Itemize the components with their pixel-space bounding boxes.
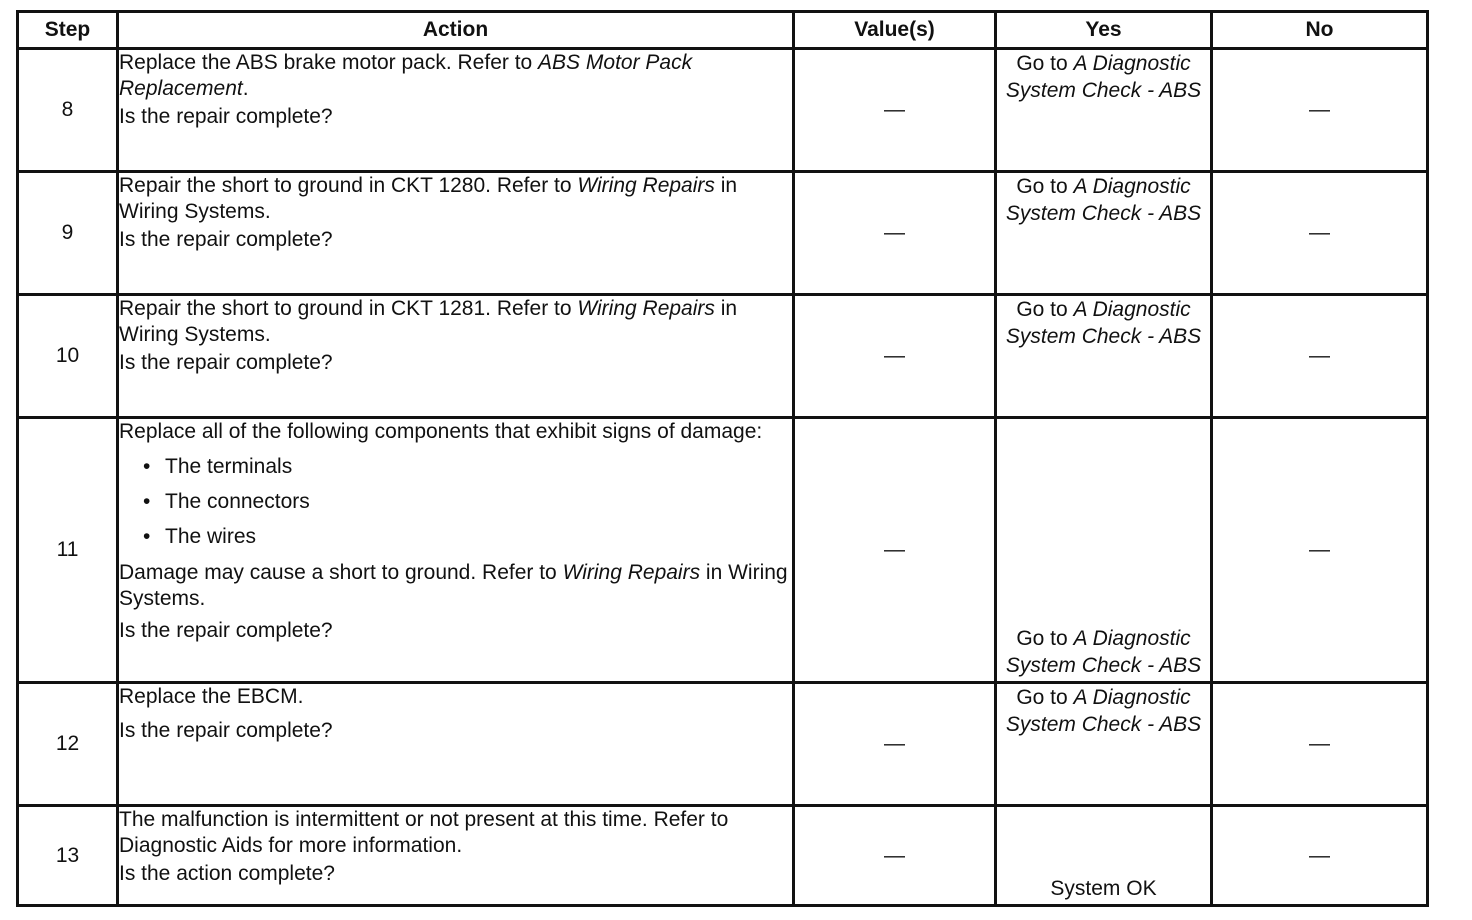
action-question: Is the repair complete? (119, 719, 333, 742)
no-cell: — (1212, 806, 1428, 906)
action-question: Is the repair complete? (119, 105, 333, 128)
yes-cell (996, 418, 1212, 683)
list-item: • The connectors (119, 484, 792, 519)
table-row (18, 172, 1428, 295)
no-cell: — (1212, 418, 1428, 683)
header-no: No (1212, 12, 1428, 49)
yes-reference: A Diagnostic System Check - ABS (1005, 52, 1202, 102)
action-cell (118, 49, 794, 172)
header-action: Action (118, 12, 794, 49)
table-header-row (18, 12, 1428, 49)
diagnostic-steps-table (16, 10, 1429, 907)
yes-goto: Go to A Diagnostic System Check - ABS (1005, 627, 1202, 677)
diagnostic-table-sheet (16, 10, 1429, 907)
action-cell (118, 683, 794, 806)
no-cell: — (1212, 49, 1428, 172)
step-number: 9 (18, 172, 118, 295)
yes-reference: A Diagnostic System Check - ABS (1005, 298, 1202, 348)
action-instruction: Repair the short to ground in CKT 1280. Refer to Wiring Repairs in Wiring Systems. (119, 174, 738, 223)
table-row (18, 418, 1428, 683)
step-number: 13 (18, 806, 118, 906)
action-cell (118, 418, 794, 683)
list-item: • The terminals (119, 449, 792, 484)
yes-reference: A Diagnostic System Check - ABS (1005, 686, 1202, 736)
table-row (18, 683, 1428, 806)
header-yes: Yes (996, 12, 1212, 49)
yes-goto: Go to A Diagnostic System Check - ABS (1005, 686, 1202, 736)
header-values: Value(s) (794, 12, 996, 49)
action-question: Is the repair complete? (119, 228, 333, 251)
action-instruction: Replace the EBCM. (119, 685, 304, 708)
step-number: 8 (18, 49, 118, 172)
yes-cell (996, 295, 1212, 418)
yes-cell (996, 683, 1212, 806)
yes-goto: Go to A Diagnostic System Check - ABS (1005, 298, 1202, 348)
action-question: Is the repair complete? (119, 619, 333, 642)
reference-link-text: ABS Motor Pack Replacement (119, 51, 693, 100)
header-step: Step (18, 12, 118, 49)
value-cell: — (794, 683, 996, 806)
action-instruction: The malfunction is intermittent or not present at this time. Refer to Diagnostic Aids for more information. (119, 808, 729, 857)
table-row (18, 49, 1428, 172)
yes-cell (996, 806, 1212, 906)
yes-reference: A Diagnostic System Check - ABS (1005, 627, 1202, 677)
yes-cell (996, 172, 1212, 295)
no-cell: — (1212, 683, 1428, 806)
step-number: 12 (18, 683, 118, 806)
value-cell: — (794, 295, 996, 418)
yes-reference: A Diagnostic System Check - ABS (1005, 175, 1202, 225)
action-instruction: Repair the short to ground in CKT 1281. Refer to Wiring Repairs in Wiring Systems. (119, 297, 738, 346)
value-cell: — (794, 418, 996, 683)
yes-system-ok: System OK (1050, 877, 1157, 900)
yes-cell (996, 49, 1212, 172)
yes-goto: Go to A Diagnostic System Check - ABS (1005, 175, 1202, 225)
value-cell: — (794, 806, 996, 906)
list-item: • The wires (119, 519, 792, 554)
reference-link-text: Wiring Repairs (562, 561, 701, 584)
yes-goto: Go to A Diagnostic System Check - ABS (1005, 52, 1202, 102)
action-instruction: Damage may cause a short to ground. Refer to Wiring Repairs in Wiring Systems. (119, 561, 788, 610)
action-cell (118, 806, 794, 906)
table-row (18, 295, 1428, 418)
component-list (119, 449, 792, 554)
reference-link-text: Wiring Repairs (577, 174, 715, 197)
table-row (18, 806, 1428, 906)
no-cell: — (1212, 295, 1428, 418)
action-intro: Replace all of the following components that exhibit signs of damage: (119, 420, 763, 443)
value-cell: — (794, 49, 996, 172)
step-number: 11 (18, 418, 118, 683)
action-question: Is the repair complete? (119, 351, 333, 374)
value-cell: — (794, 172, 996, 295)
no-cell: — (1212, 172, 1428, 295)
action-instruction: Replace the ABS brake motor pack. Refer to ABS Motor Pack Replacement. (119, 51, 693, 100)
action-cell (118, 172, 794, 295)
step-number: 10 (18, 295, 118, 418)
action-question: Is the action complete? (119, 862, 335, 885)
reference-link-text: Wiring Repairs (577, 297, 715, 320)
action-cell (118, 295, 794, 418)
